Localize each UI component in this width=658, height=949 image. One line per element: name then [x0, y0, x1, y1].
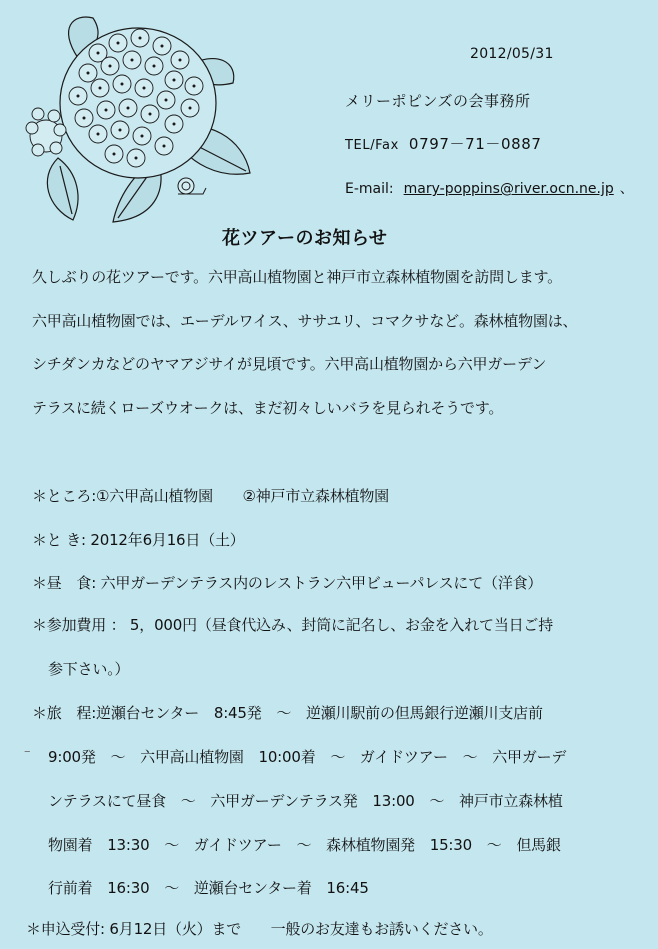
detail-date: ＊と き: 2012年6月16日（土）	[32, 531, 245, 549]
tel-fax-label: TEL/Fax	[345, 138, 399, 153]
hydrangea-illustration	[18, 8, 253, 226]
document-date: 2012/05/31	[470, 46, 554, 62]
intro-line-1: 久しぶりの花ツアーです。六甲高山植物園と神戸市立森林植物園を訪問します。	[32, 268, 562, 286]
detail-lunch: ＊昼 食: 六甲ガーデンテラス内のレストラン六甲ビューパレスにて（洋食）	[32, 574, 543, 592]
detail-location: ＊ところ:①六甲高山植物園 ②神戸市立森林植物園	[32, 487, 389, 505]
detail-itinerary-3: ンテラスにて昼食 ～ 六甲ガーデンテラス発 13:00 ～ 神戸市立森林植	[48, 792, 563, 810]
detail-itinerary-2: 9:00発 ～ 六甲高山植物園 10:00着 ～ ガイドツアー ～ 六甲ガーデ	[48, 748, 567, 766]
email-label: E-mail:	[345, 181, 394, 197]
detail-itinerary-5: 行前着 16:30 ～ 逆瀬台センター着 16:45	[48, 879, 369, 897]
intro-line-4: テラスに続くローズウオークは、まだ初々しいバラを見られそうです。	[32, 399, 504, 417]
intro-line-2: 六甲高山植物園では、エーデルワイス、ササユリ、コマクサなど。森林植物園は、	[32, 312, 578, 330]
email-address-link[interactable]: mary-poppins@river.ocn.ne.jp	[403, 181, 614, 197]
detail-fee-continued: 参下さい。）	[48, 660, 130, 678]
organization-name: メリーポピンズの会事務所	[345, 92, 531, 110]
margin-mark: –	[24, 744, 31, 759]
detail-itinerary-4: 物園着 13:30 ～ ガイドツアー ～ 森林植物園発 15:30 ～ 但馬銀	[48, 836, 561, 854]
email-line	[345, 178, 634, 198]
detail-itinerary: ＊旅 程:逆瀬台センター 8:45発 ～ 逆瀬川駅前の但馬銀行逆瀬川支店前	[32, 704, 543, 722]
detail-fee: ＊参加費用 ： 5，000円（昼食代込み、封筒に記名し、お金を入れて当日ご持	[32, 616, 554, 634]
notice-title: 花ツアーのお知らせ	[222, 228, 388, 249]
tel-fax-line	[345, 133, 542, 154]
detail-application: ＊申込受付: 6月12日（火）まで 一般のお友達もお誘いください。	[26, 920, 493, 938]
email-trailing-mark: 、	[619, 181, 634, 197]
intro-line-3: シチダンカなどのヤマアジサイが見頃です。六甲高山植物園から六甲ガーデン	[32, 355, 547, 373]
tel-fax-number: 0797－71－0887	[408, 135, 542, 153]
